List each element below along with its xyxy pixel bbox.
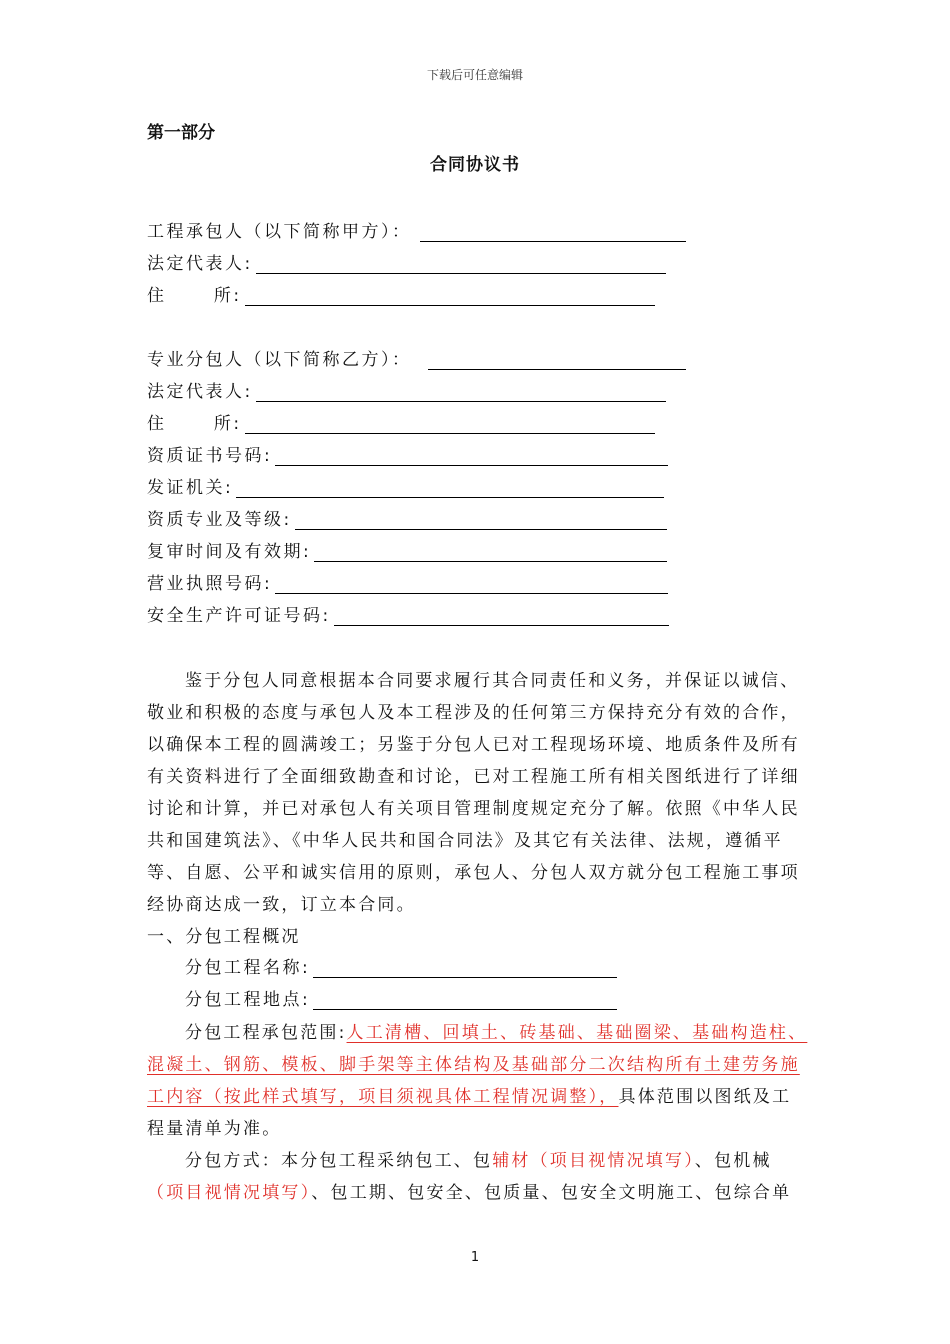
scope-line-2 <box>147 1050 800 1075</box>
issuer-blank[interactable] <box>236 479 664 498</box>
scope-line-3: 工内容（按此样式填写，项目须视具体工程情况调整），具体范围以图纸及工 <box>147 1087 792 1107</box>
page-number: 1 <box>470 1250 480 1265</box>
project-location-field: 分包工程地点: <box>185 986 617 1010</box>
subcontractor-blank[interactable] <box>428 351 686 370</box>
cert-no-blank[interactable] <box>275 447 668 466</box>
safety-blank[interactable] <box>334 607 669 626</box>
method-line-1: 分包方式：本分包工程采纳包工、包辅材（项目视情况填写）、包机械 <box>185 1151 772 1171</box>
preamble-line: 讨论和计算，并已对承包人有关项目管理制度规定充分了解。依照《中华人民 <box>147 799 800 819</box>
party-b-address-blank[interactable] <box>245 415 655 434</box>
method-line-2: （项目视情况填写）、包工期、包安全、包质量、包安全文明施工、包综合单 <box>147 1183 792 1203</box>
qualification-blank[interactable] <box>295 511 667 530</box>
project-name-blank[interactable] <box>313 959 617 978</box>
method-red-text: 辅材（项目视情况填写） <box>492 1151 695 1171</box>
method-red-text: （项目视情况填写） <box>147 1183 312 1203</box>
contractor-blank[interactable] <box>420 223 686 242</box>
scope-red-text: 人工清槽、回填土、砖基础、基础圈梁、基础构造柱、 <box>346 1023 808 1043</box>
license-field: 营业执照号码: <box>147 570 668 594</box>
scope-line-1: 分包工程承包范围:人工清槽、回填土、砖基础、基础圈梁、基础构造柱、 <box>185 1023 808 1043</box>
subcontractor-field: 专业分包人（以下简称乙方）： <box>147 346 686 370</box>
contractor-field: 工程承包人（以下简称甲方）： <box>147 218 686 242</box>
header-note: 下载后可任意编辑 <box>426 68 523 82</box>
preamble-line: 经协商达成一致，订立本合同。 <box>147 895 416 915</box>
party-a-address-blank[interactable] <box>245 287 655 306</box>
review-blank[interactable] <box>314 543 667 562</box>
issuer-field: 发证机关: <box>147 474 664 498</box>
project-name-field: 分包工程名称: <box>185 954 617 978</box>
safety-field: 安全生产许可证号码: <box>147 602 669 626</box>
document-title: 合同协议书 <box>430 155 520 175</box>
license-blank[interactable] <box>275 575 668 594</box>
party-a-address-field: 住 所: <box>147 282 655 306</box>
scope-red-text: 工内容（按此样式填写，项目须视具体工程情况调整）， <box>147 1087 619 1107</box>
scope-line-4: 程量清单为准。 <box>147 1119 282 1139</box>
review-field: 复审时间及有效期: <box>147 538 667 562</box>
preamble-line: 等、自愿、公平和诚实信用的原则，承包人、分包人双方就分包工程施工事项 <box>147 863 800 883</box>
project-location-blank[interactable] <box>313 991 617 1010</box>
party-b-rep-blank[interactable] <box>256 383 666 402</box>
preamble-line: 共和国建筑法》、《中华人民共和国合同法》及其它有关法律、法规，遵循平 <box>147 831 783 851</box>
party-a-rep-blank[interactable] <box>256 255 666 274</box>
scope-red-text: 混凝土、钢筋、模板、脚手架等主体结构及基础部分二次结构所有土建劳务施 <box>147 1055 800 1075</box>
preamble-line: 有关资料进行了全面细致勘查和讨论，已对工程施工所有相关图纸进行了详细 <box>147 767 800 787</box>
qualification-field: 资质专业及等级: <box>147 506 667 530</box>
cert-no-field: 资质证书号码: <box>147 442 668 466</box>
party-b-address-field: 住 所: <box>147 410 655 434</box>
party-a-rep-field: 法定代表人: <box>147 250 666 274</box>
article-1-heading: 一、分包工程概况 <box>147 927 301 947</box>
preamble-line: 敬业和积极的态度与承包人及本工程涉及的任何第三方保持充分有效的合作， <box>147 703 800 723</box>
preamble-line: 鉴于分包人同意根据本合同要求履行其合同责任和义务，并保证以诚信、 <box>185 671 800 691</box>
party-b-rep-field: 法定代表人: <box>147 378 666 402</box>
section-label: 第一部分 <box>147 123 215 143</box>
preamble-line: 以确保本工程的圆满竣工；另鉴于分包人已对工程现场环境、地质条件及所有 <box>147 735 800 755</box>
